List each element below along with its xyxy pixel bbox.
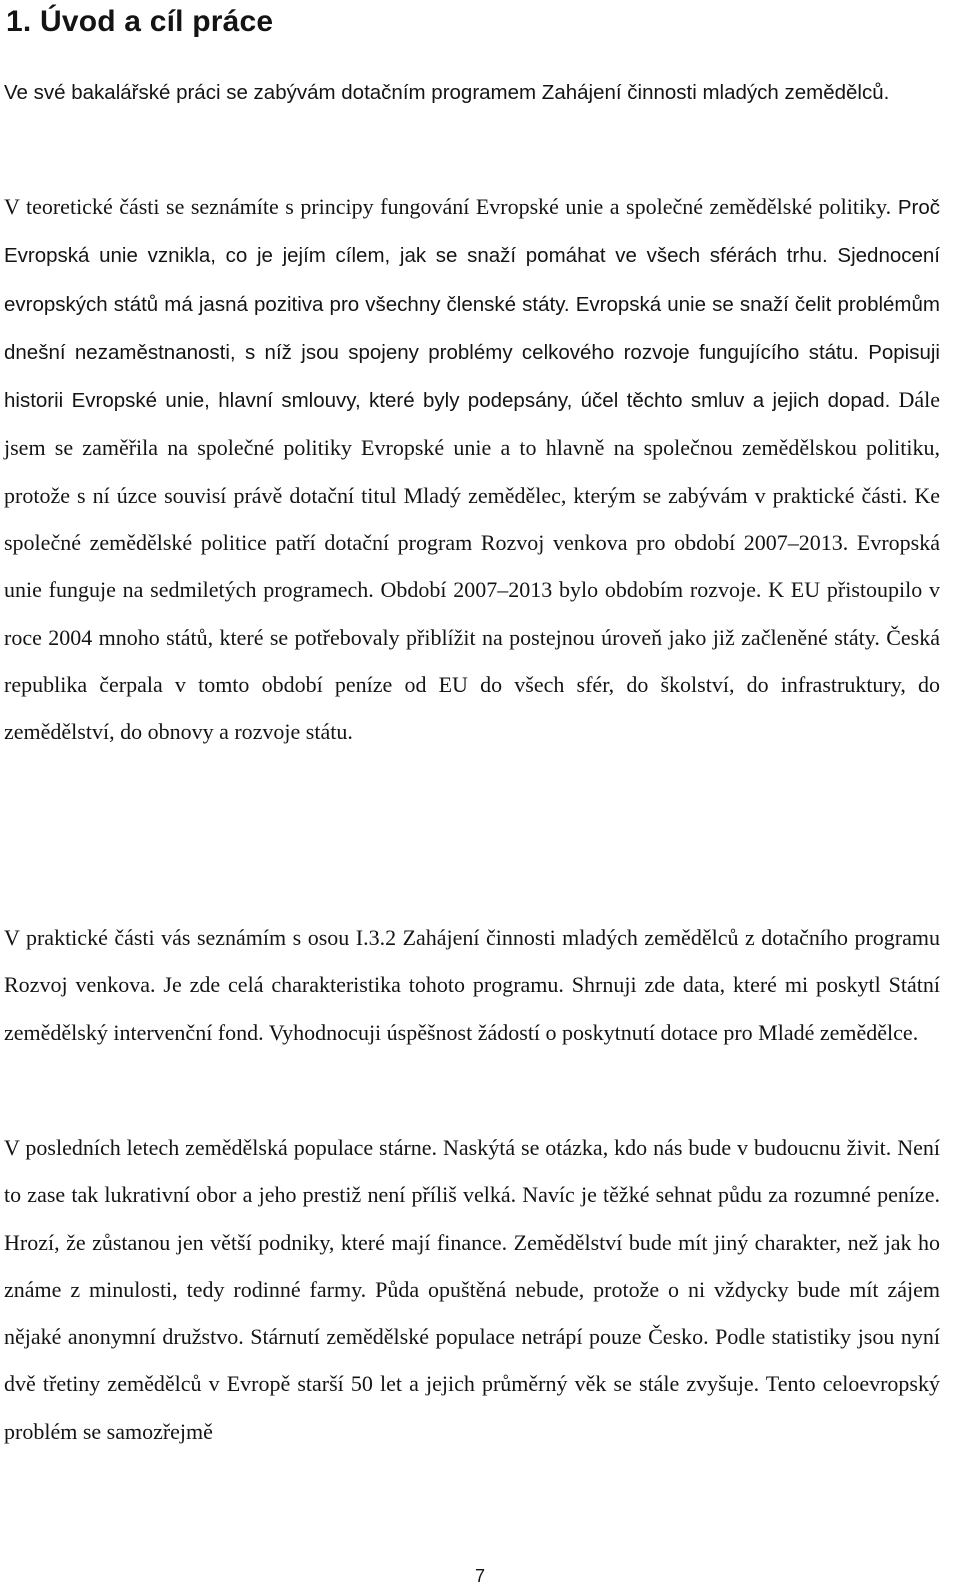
aging-population-paragraph: V posledních letech zemědělská populace stárne. Naskýtá se otázka, kdo nás bude v budoucnu živit. Není to zase tak lukrativní obor a jeho prestiž není příliš velká. Navíc je těžké sehnat půdu za rozumné peníze. Hrozí, že zůstanou jen větší podniky, které mají finance. Zemědělství bude mít jiný charakter, než jak ho známe z minulosti, tedy rodinné farmy. Půda opuštěná nebude, protože o ni vždycky bude mít zájem nějaké anonymní družstvo. Stárnutí zemědělské populace netrápí pouze Česko. Podle statistiky jsou nyní dvě třetiny zemědělců v Evropě starší 50 let a jejich průměrný věk se stále zvyšuje. Tento celoevropský problém se samozřejmě: [4, 1135, 940, 1444]
intro-paragraph: Ve své bakalářské práci se zabývám dotačním programem Zahájení činnosti mladých zemědělců.: [4, 81, 890, 104]
theory-sentence-3: Dále jsem se zaměřila na společné politiky Evropské unie a to hlavně na společnou zemědělskou politiku, protože s ní úzce souvisí právě dotační titul Mladý zemědělec, kterým se zabývám v praktické části. Ke společné zemědělské politice patří dotační program Rozvoj venkova pro období 2007–2013. Evropská unie funguje na sedmiletých programech. Období 2007–2013 bylo obdobím rozvoje. K EU přistoupilo v roce 2004 mnoho států, které se potřebovaly přiblížit na postejnou úroveň jako již začleněné státy. Česká republika čerpala v tomto období peníze od EU do všech sfér, do školství, do infrastruktury, do zemědělství, do obnovy a rozvoje státu.: [4, 387, 940, 745]
chapter-heading: 1. Úvod a cíl práce: [6, 5, 274, 38]
theory-sentence-2: Proč Evropská unie vznikla, co je jejím cílem, jak se snaží pomáhat ve všech sférách trhu. Sjednocení evropských států má jasná pozitiva pro všechny členské státy. Evropská unie se snaží čelit problémům dnešní nezaměstnanosti, s níž jsou spojeny problémy celkového rozvoje fungujícího státu. Popisuji historii Evropské unie, hlavní smlouvy, které byly podepsány, účel těchto smluv a jejich dopad.: [4, 196, 940, 413]
theory-sentence-1: V teoretické části se seznámíte s principy fungování Evropské unie a společné zemědělské politiky.: [4, 194, 892, 219]
page-number: 7: [474, 1566, 485, 1586]
theory-paragraph: [4, 183, 940, 756]
practical-paragraph: V praktické části vás seznámím s osou I.3.2 Zahájení činnosti mladých zemědělců z dotačního programu Rozvoj venkova. Je zde celá charakteristika tohoto programu. Shrnuji zde data, které mi poskytl Státní zemědělský intervenční fond. Vyhodnocuji úspěšnost žádostí o poskytnutí dotace pro Mladé zemědělce.: [4, 925, 940, 1045]
